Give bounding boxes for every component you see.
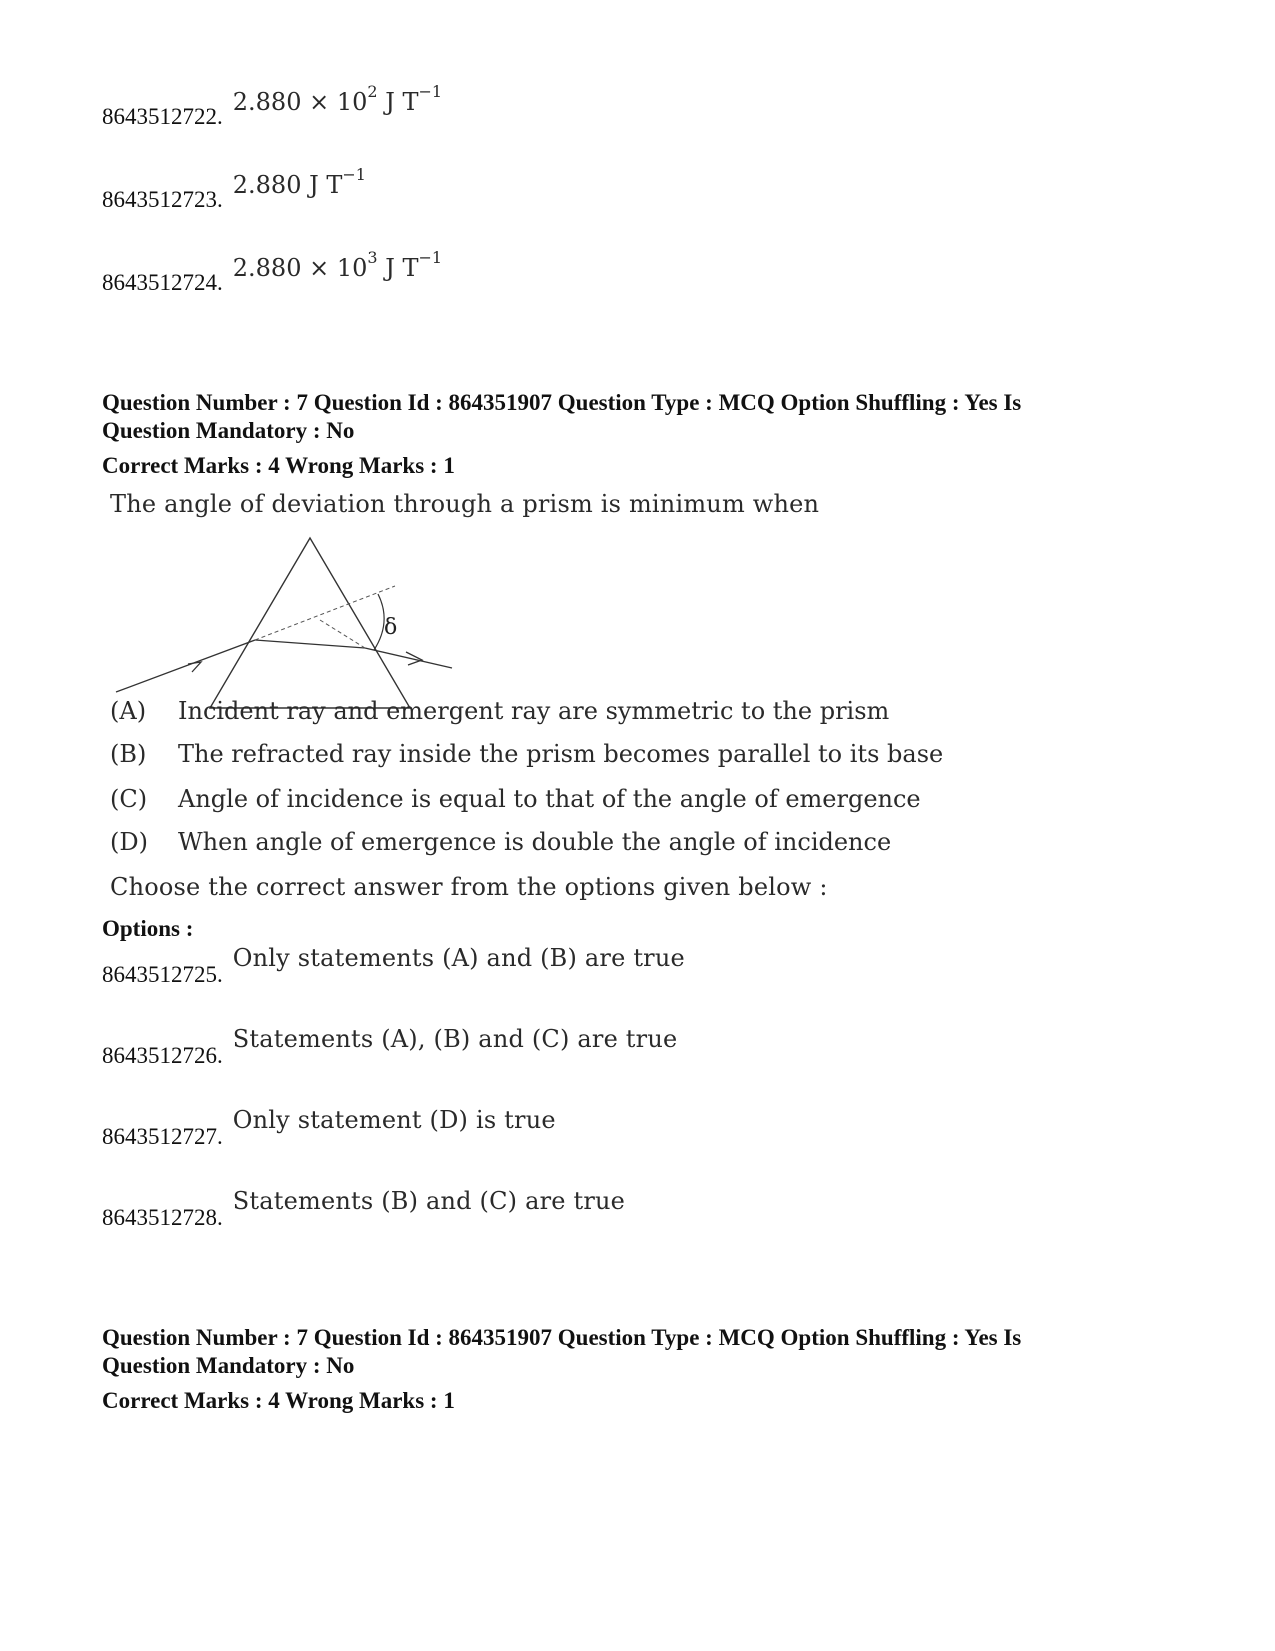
incident-arrow xyxy=(188,662,201,672)
prism-triangle xyxy=(210,538,410,708)
option-id: 8643512725. xyxy=(102,962,223,987)
next-question-header-line1: Question Number : 7 Question Id : 864351907 Question Type : MCQ Option Shuffling : Yes Is xyxy=(102,1325,1022,1350)
statement-label: (C) xyxy=(110,785,148,813)
statement-text: Incident ray and emergent ray are symmetric to the prism xyxy=(178,697,890,725)
statement-text: The refracted ray inside the prism becomes parallel to its base xyxy=(178,740,944,768)
option-row[interactable] xyxy=(102,1025,678,1069)
option-id: 8643512724. xyxy=(102,270,223,295)
statement-row xyxy=(110,785,921,813)
option-id: 8643512722. xyxy=(102,104,223,129)
option-text: Statements (B) and (C) are true xyxy=(232,1187,626,1215)
option-id: 8643512727. xyxy=(102,1124,223,1149)
option-math: $2.880 \times 10^2$ J $T^{-1}$ xyxy=(232,82,443,116)
option-row[interactable] xyxy=(102,248,443,296)
option-text: Only statement (D) is true xyxy=(232,1106,556,1134)
option-row[interactable] xyxy=(102,82,443,130)
statement-label: (A) xyxy=(110,697,147,725)
question-marks: Correct Marks : 4 Wrong Marks : 1 xyxy=(102,453,455,478)
statement-label: (B) xyxy=(110,740,147,768)
option-text: Only statements (A) and (B) are true xyxy=(232,944,685,972)
deviation-arc xyxy=(374,594,384,650)
option-id: 8643512726. xyxy=(102,1043,223,1068)
prism-diagram xyxy=(110,530,470,710)
statement-row xyxy=(110,697,889,725)
instruction-text: Choose the correct answer from the options given below : xyxy=(110,873,828,901)
option-row[interactable] xyxy=(102,1106,556,1150)
statement-row xyxy=(110,828,891,856)
option-row[interactable] xyxy=(102,1187,626,1231)
option-math: 2.880 J $T^{-1}$ xyxy=(232,165,366,199)
next-question-marks: Correct Marks : 4 Wrong Marks : 1 xyxy=(102,1388,455,1413)
statement-text: When angle of emergence is double the angle of incidence xyxy=(178,828,892,856)
next-question-header-line2: Question Mandatory : No xyxy=(102,1353,355,1378)
incident-extension xyxy=(255,586,398,640)
question-header-line1: Question Number : 7 Question Id : 864351907 Question Type : MCQ Option Shuffling : Yes Is xyxy=(102,390,1022,415)
option-math: $2.880 \times 10^3$ J $T^{-1}$ xyxy=(232,248,443,282)
option-id: 8643512723. xyxy=(102,187,223,212)
question-text: The angle of deviation through a prism is minimum when xyxy=(110,490,820,518)
option-id: 8643512728. xyxy=(102,1205,223,1230)
options-label: Options : xyxy=(102,916,194,941)
next-question-header xyxy=(102,1324,1182,1380)
statement-text: Angle of incidence is equal to that of the angle of emergence xyxy=(178,785,921,813)
option-text: Statements (A), (B) and (C) are true xyxy=(232,1025,678,1053)
emergent-extension xyxy=(320,620,365,648)
question-header xyxy=(102,389,1182,445)
option-row[interactable] xyxy=(102,165,366,213)
refracted-ray xyxy=(255,640,365,648)
question-header-line2: Question Mandatory : No xyxy=(102,418,355,443)
statement-label: (D) xyxy=(110,828,148,856)
statement-row xyxy=(110,740,943,768)
option-row[interactable] xyxy=(102,944,685,988)
delta-label: δ xyxy=(384,615,398,640)
